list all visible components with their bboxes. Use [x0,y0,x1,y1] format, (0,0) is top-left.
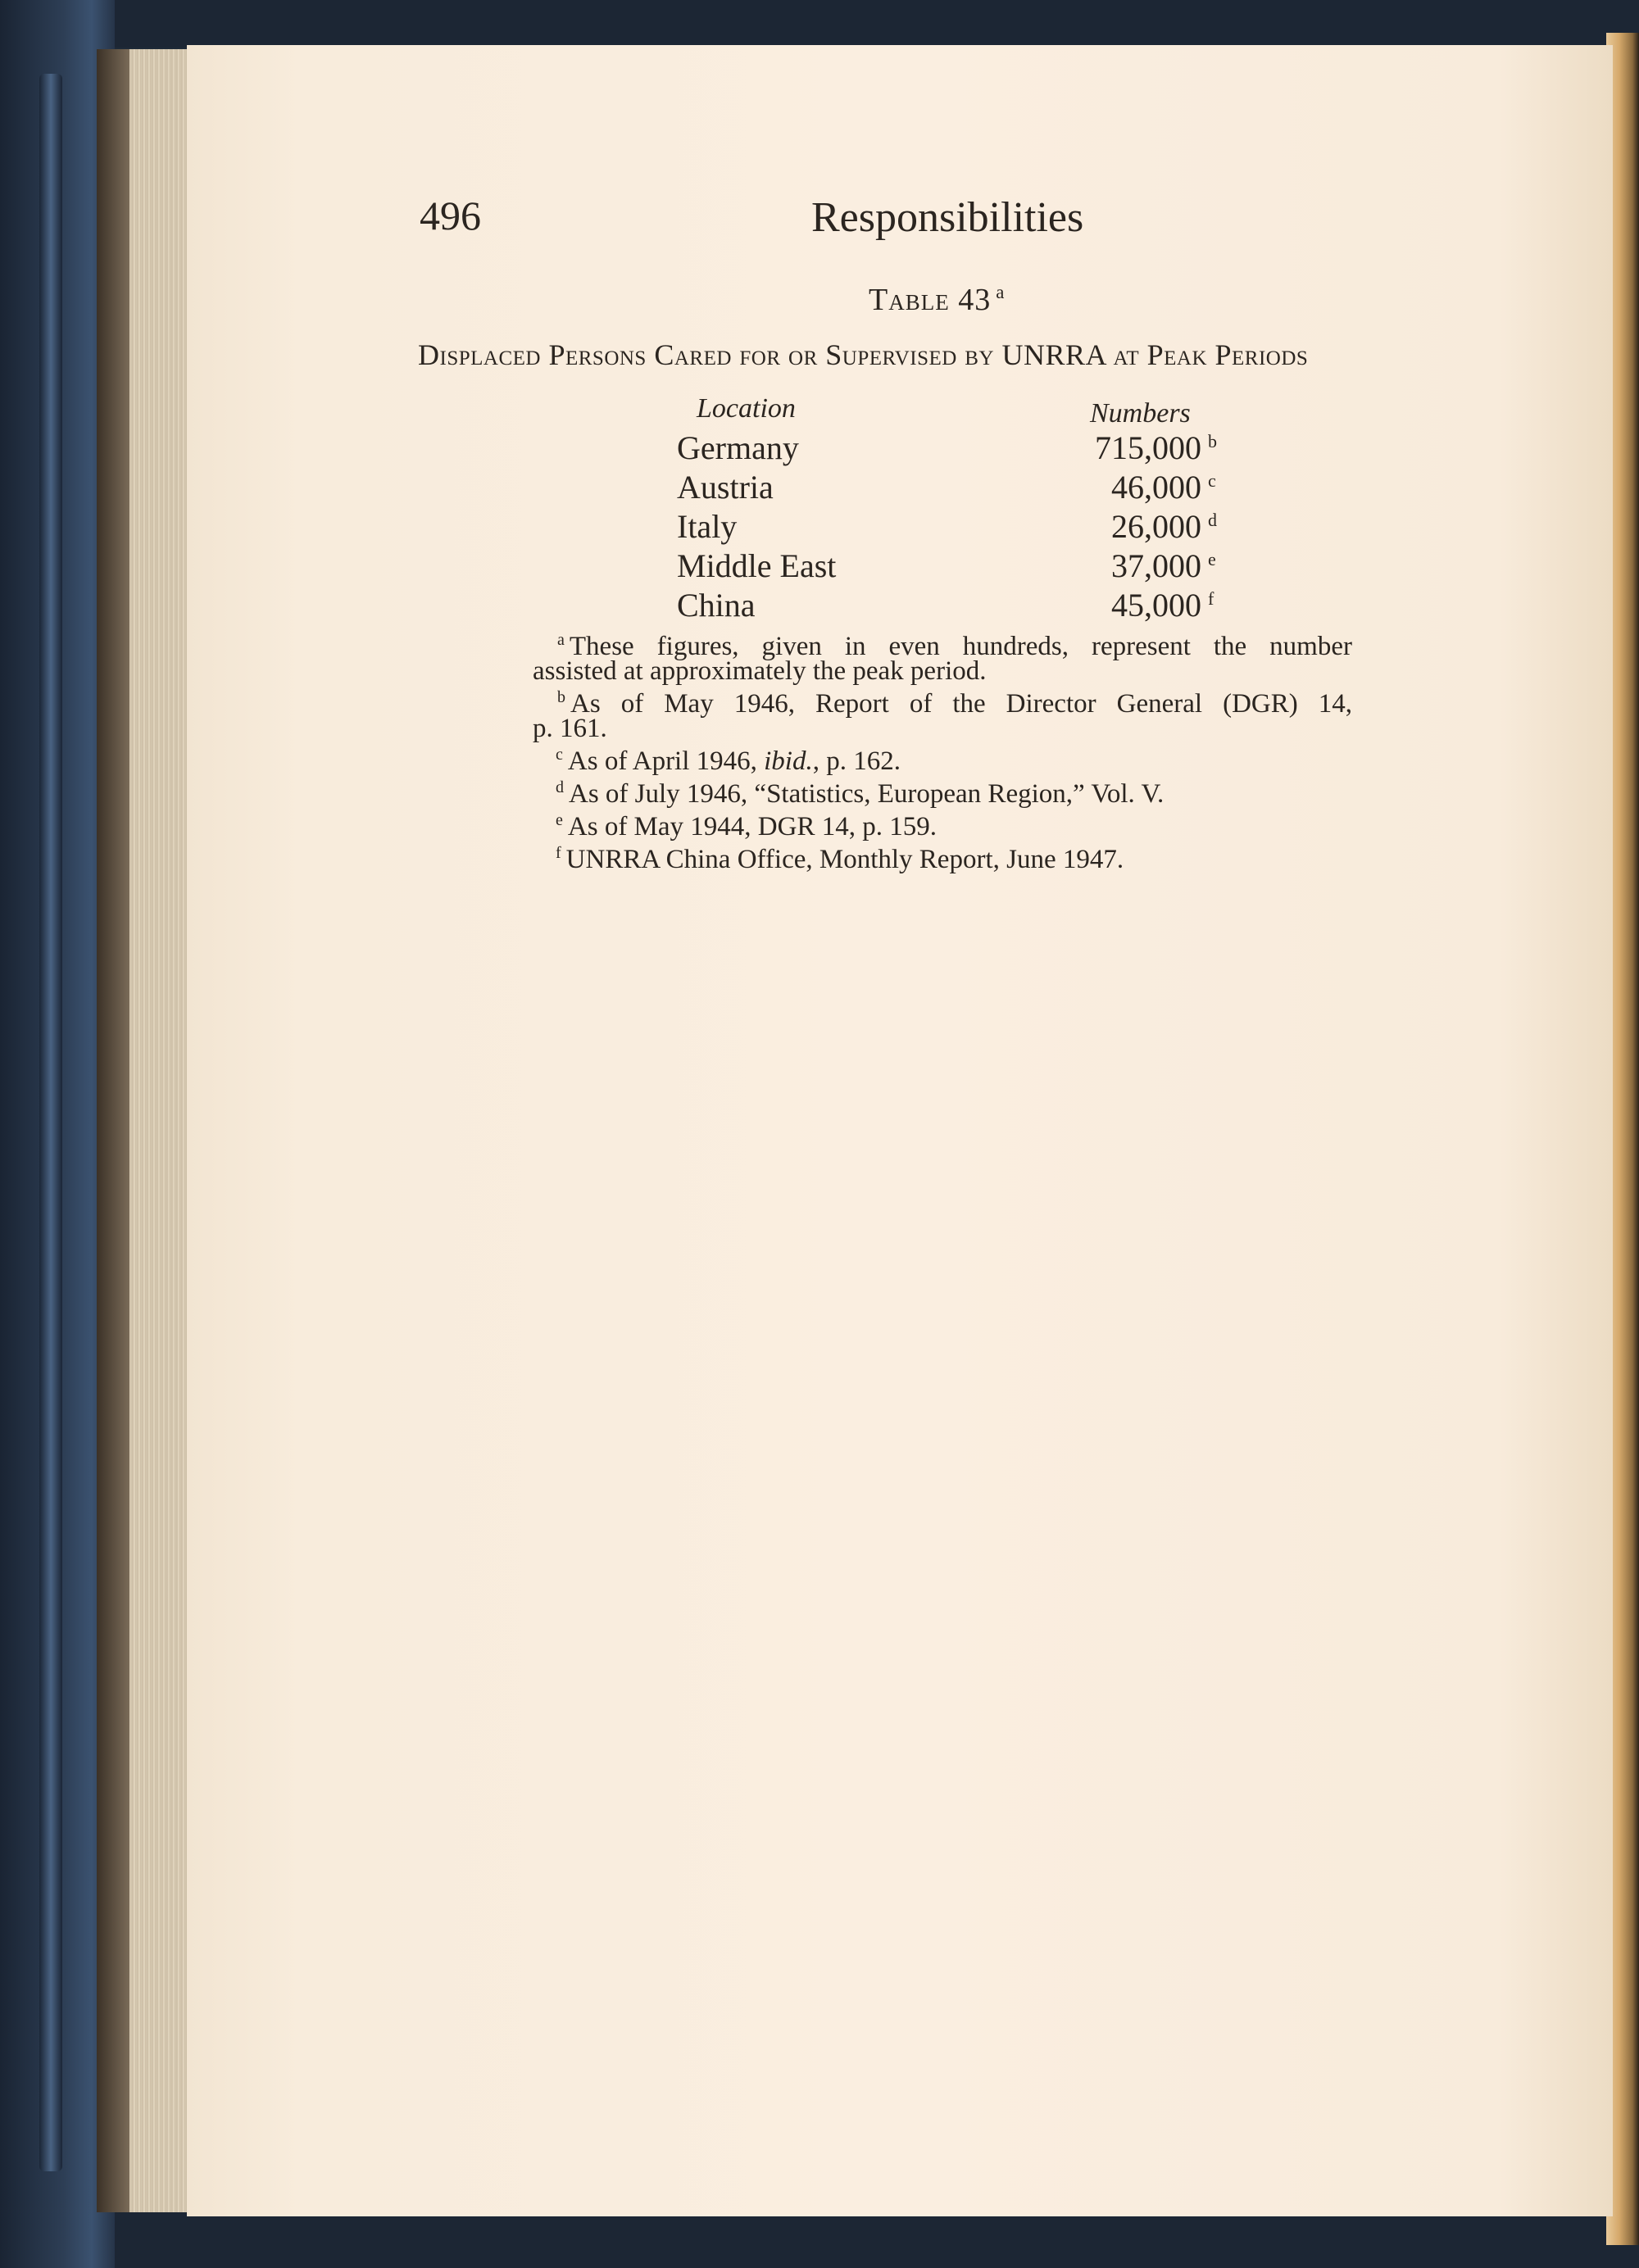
table-row [677,467,1233,506]
footnote-mark: b [557,688,565,706]
number-cell: 45,000 [1111,586,1201,624]
location-cell: Italy [677,507,738,545]
page-number: 496 [420,193,481,238]
location-cell: Austria [677,468,774,506]
footnote-text: UNRRA China Office, Monthly Report, June 1947. [565,845,1124,874]
table-row [677,546,1233,585]
number-cell: 46,000 [1111,468,1201,506]
displaced-persons-table [677,428,1233,624]
footnote-text: As of May 1946, Report of the Director General (DGR) 14, [570,689,1352,719]
column-header-location: Location [697,393,796,424]
table-label [869,282,1005,318]
footnote-line [533,628,1352,659]
footnote-line [533,742,1352,776]
column-header-numbers: Numbers [1090,398,1191,429]
table-label-mark: a [996,282,1006,303]
footnote-continuation: p. 161. [533,714,607,743]
footnote-text: As of April 1946, [567,746,765,776]
table-row [677,428,1233,467]
location-cell: Germany [677,429,799,466]
page-block-shadow [97,49,129,2212]
footnote-mark: d [1208,510,1217,530]
footnote-b [533,685,1352,741]
background-bottom [115,2212,1639,2268]
footnotes [533,628,1352,873]
footnote-mark: b [1208,431,1217,451]
footnote-text: These figures, given in even hundreds, represent the number [569,632,1352,661]
number-cell: 37,000 [1111,547,1201,584]
footnote-mark: f [556,844,561,862]
footnote-mark: e [1208,549,1216,569]
footnote-line [533,775,1352,809]
footnote-line [533,808,1352,839]
table-label-text: Table 43 [869,283,992,317]
footnote-mark: e [556,811,563,829]
table-row [677,506,1233,546]
footnote-text: As of May 1944, DGR 14, p. 159. [567,812,937,841]
book-cover-edge [39,74,62,2171]
footnote-mark: d [556,778,564,796]
running-head: Responsibilities [811,194,1084,241]
footnote-d [533,775,1352,809]
table-title: Displaced Persons Cared for or Supervised by UNRRA at Peak Periods [418,338,1309,371]
footnote-mark: c [556,746,563,764]
footnote-line [533,685,1352,719]
footnote-continuation: assisted at approximately the peak period. [533,656,987,686]
footnote-e [533,808,1352,839]
location-cell: Middle East [677,547,837,584]
number-cell: 26,000 [1111,507,1201,545]
background-top [115,0,1639,48]
footnote-a [533,628,1352,686]
footnote-line [533,841,1352,872]
footnote-c [533,742,1352,776]
location-cell: China [677,586,756,624]
footnote-text: As of July 1946, “Statistics, European Region,” Vol. V. [569,779,1165,809]
footnote-mark: f [1208,588,1214,609]
footnote-mark: c [1208,470,1216,491]
footnote-italic: ibid. [764,746,813,776]
footnote-mark: a [557,631,565,649]
table-row [677,585,1233,624]
footnote-f [533,841,1352,872]
number-cell: 715,000 [1095,429,1201,466]
footnote-text: , p. 162. [812,746,901,776]
